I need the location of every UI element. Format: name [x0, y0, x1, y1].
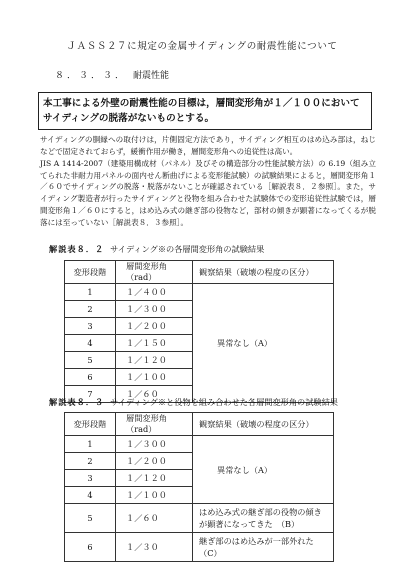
table1-caption-label: 解説表８．２: [49, 244, 105, 254]
table-cell: １／１００: [116, 487, 193, 504]
table-cell: １／３００: [116, 301, 193, 318]
table-cell: はめ込み式の継ぎ部の役物の傾きが顕著になってきた （B）: [193, 504, 334, 533]
table-cell: １／２００: [116, 318, 193, 335]
table-cell: 6: [65, 369, 116, 386]
table2-merged-result: 異常なし（A）: [193, 436, 334, 504]
table-cell: １／１２０: [116, 352, 193, 369]
table-cell: １／６０: [116, 504, 193, 533]
table-cell: 4: [65, 335, 116, 352]
table1-caption: [49, 244, 264, 255]
table2: [64, 412, 334, 562]
table1-caption-text: サイディング※の各層間変形角の試験結果: [110, 244, 265, 254]
table-cell: １／１００: [116, 369, 193, 386]
table-cell: １／３０: [116, 533, 193, 562]
table-cell: １／３００: [116, 436, 193, 453]
paragraph-attachment: サイディングの胴縁への取付けは，片側固定方法であり，サイディング相互のはめ込み部は，ねじなどで固定されておらず，緩衝作用が働き，層間変形角への追従性は高い。: [40, 135, 376, 156]
table-cell: 6: [65, 533, 116, 562]
table1: [64, 260, 334, 403]
table-cell: 2: [65, 453, 116, 470]
table-cell: 2: [65, 301, 116, 318]
table1-header-cell: 変形段階: [65, 261, 116, 284]
table-row: [65, 284, 334, 301]
table2-header-cell: 観察結果（破壊の程度の区分）: [193, 413, 334, 436]
document-title: ＪＡＳＳ２７に規定の金属サイディングの耐震性能について: [66, 41, 338, 52]
table2-header-cell: 層間変形角（rad）: [116, 413, 193, 436]
table-cell: 4: [65, 487, 116, 504]
table2-caption-label: 解説表８．３: [49, 397, 105, 407]
paragraph-test-results: JIS A 1414-2007（建築用構成材（パネル）及びその構造部分の性能試験方法）の 6.19（組み立てられた非耐力用パネルの面内せん断曲げによる変形能試験）の試験結果によると，層間変形角１／６０でサイディングの脱落・脱落がないことが確認されている［解説表８．２参照］。また，サイディング製造者が行ったサイディングと役物を組み合わせた試験体での変形追従性試験では，層間変形角１／６０にすると，はめ込み式の継ぎ部の役物など，部材の傾きが顕著になってくるが脱落には至っていない［解説表８．３参照］。: [40, 159, 376, 227]
table-cell: 7: [65, 386, 116, 403]
table1-header-cell: 観察結果（破壊の程度の区分）: [193, 261, 334, 284]
table2-header-cell: 変形段階: [65, 413, 116, 436]
table-cell: １／４００: [116, 284, 193, 301]
table-cell: １／１２０: [116, 470, 193, 487]
table-cell: 3: [65, 318, 116, 335]
table1-header-cell: 層間変形角（rad）: [116, 261, 193, 284]
table-row: [65, 436, 334, 453]
table-cell: １／２００: [116, 453, 193, 470]
table-cell: 3: [65, 470, 116, 487]
table2-header-row: [65, 413, 334, 436]
table2-caption: [49, 397, 338, 408]
table-cell: 5: [65, 504, 116, 533]
section-number: ８．３．３．: [55, 71, 128, 81]
table-row: [65, 504, 334, 533]
table2-caption-text: サイディング※と役物を組み合わせた各層間変形角の試験結果: [110, 397, 338, 407]
section-heading: [55, 68, 169, 81]
table-cell: 継ぎ部のはめ込みが一部外れた （C）: [193, 533, 334, 562]
table1-header-row: [65, 261, 334, 284]
table-cell: １／１５０: [116, 335, 193, 352]
section-heading-text: 耐震性能: [133, 71, 170, 81]
performance-target-box: 本工事による外壁の耐震性能の目標は，層間変形角が１／１００においてサイディングの脱落がないものとする。: [38, 92, 372, 130]
table-cell: １／６０: [116, 386, 193, 403]
table-cell: 5: [65, 352, 116, 369]
table-cell: 1: [65, 436, 116, 453]
table-cell: 1: [65, 284, 116, 301]
table-row: [65, 533, 334, 562]
table1-merged-result: 異常なし（A）: [193, 284, 334, 403]
